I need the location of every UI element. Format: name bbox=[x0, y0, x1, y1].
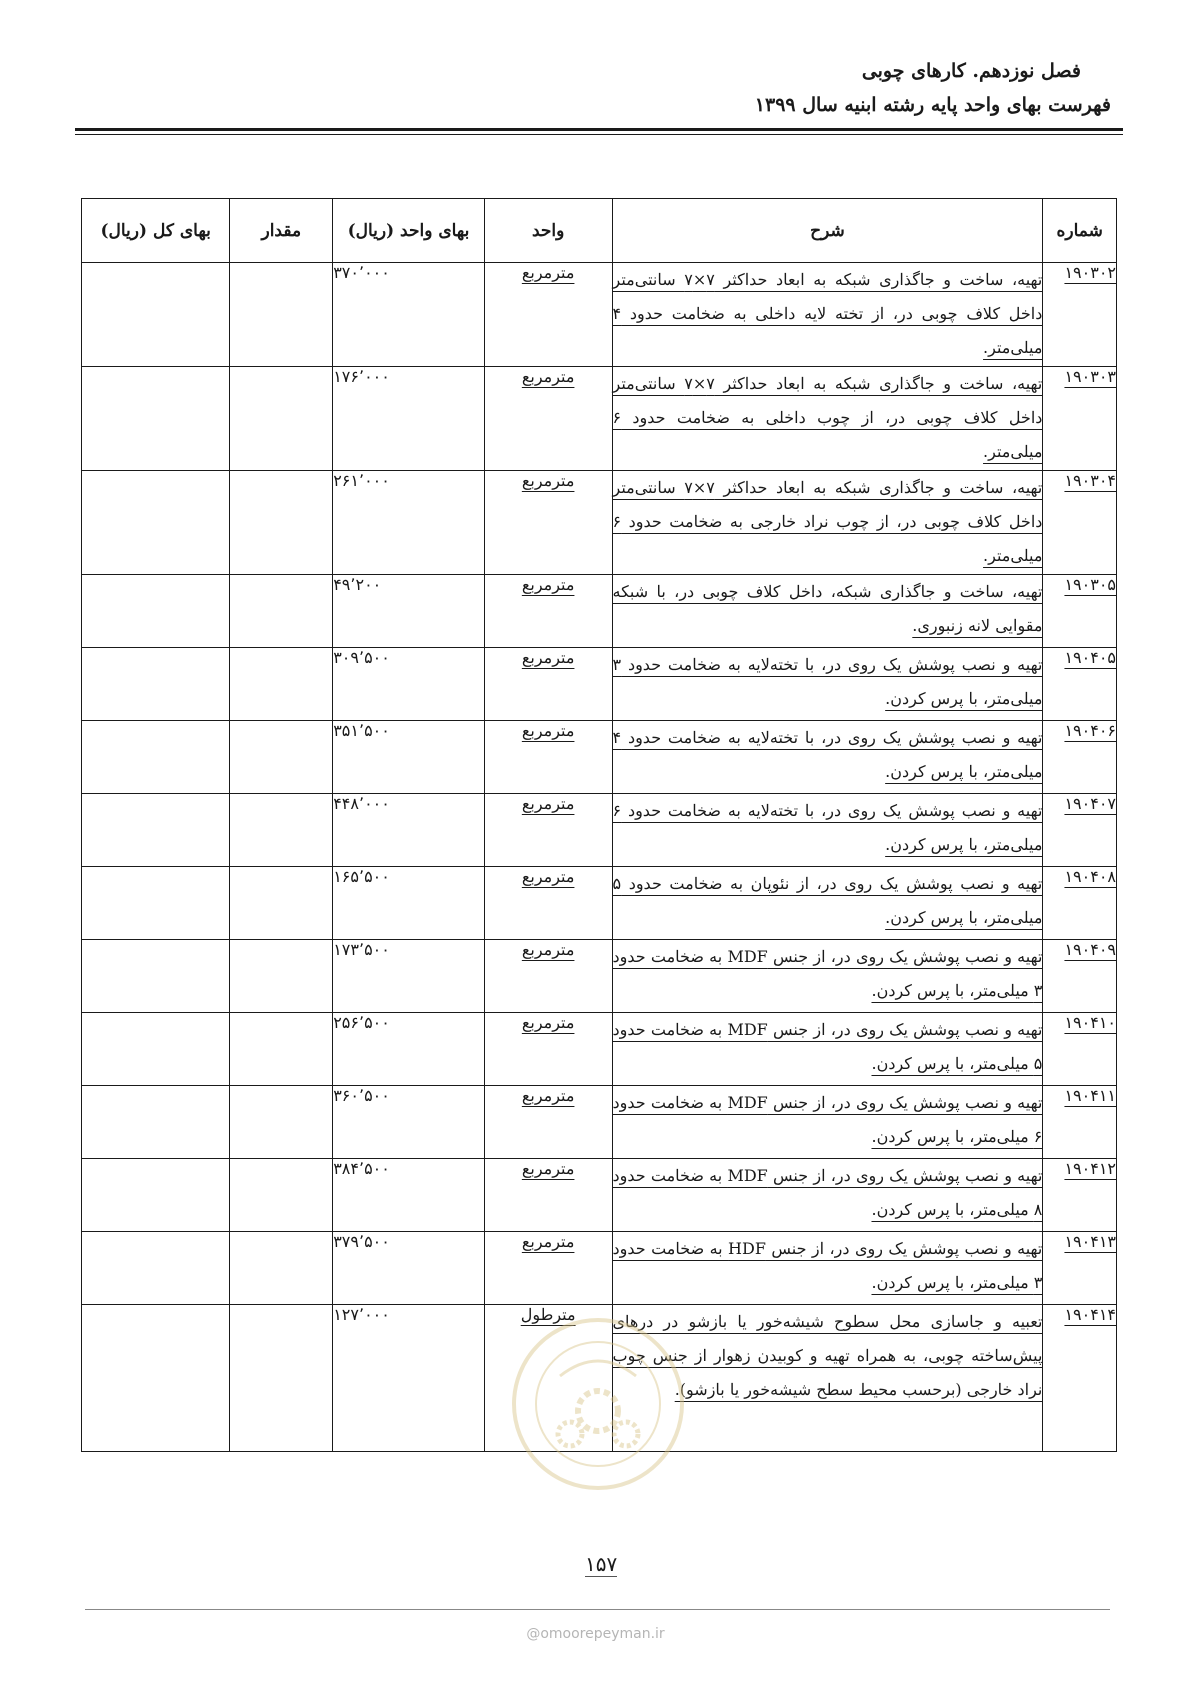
table-row bbox=[82, 648, 1117, 721]
table-row bbox=[82, 471, 1117, 575]
unit-price-cell: ۲۵۶٬۵۰۰ bbox=[333, 1013, 485, 1086]
total-price-cell bbox=[82, 721, 230, 794]
page-number: ۱۵۷ bbox=[585, 1552, 618, 1576]
item-number-cell: ۱۹۰۴۱۱ bbox=[1043, 1086, 1117, 1159]
total-price-cell bbox=[82, 794, 230, 867]
item-number-cell: ۱۹۰۴۰۶ bbox=[1043, 721, 1117, 794]
description-cell: تهیه و نصب پوشش یک روی در، از جنس MDF به ضخامت حدود ۳ میلی‌متر، با پرس کردن. bbox=[612, 940, 1043, 1013]
table-row bbox=[82, 1159, 1117, 1232]
total-price-cell bbox=[82, 367, 230, 471]
unit-cell: مترمربع bbox=[484, 471, 612, 575]
description-cell: تهیه و نصب پوشش یک روی در، از جنس HDF به ضخامت حدود ۳ میلی‌متر، با پرس کردن. bbox=[612, 1232, 1043, 1305]
quantity-cell bbox=[230, 1086, 333, 1159]
footer-rule bbox=[85, 1609, 1110, 1610]
chapter-title: فصل نوزدهم. کارهای چوبی bbox=[861, 60, 1081, 82]
item-number-cell: ۱۹۰۴۰۹ bbox=[1043, 940, 1117, 1013]
unit-cell: مترمربع bbox=[484, 1232, 612, 1305]
column-header-description: شرح bbox=[612, 199, 1043, 263]
quantity-cell bbox=[230, 1013, 333, 1086]
unit-price-cell: ۱۷۳٬۵۰۰ bbox=[333, 940, 485, 1013]
unit-price-cell: ۳۶۰٬۵۰۰ bbox=[333, 1086, 485, 1159]
total-price-cell bbox=[82, 1159, 230, 1232]
header-rule bbox=[75, 128, 1123, 131]
unit-cell: مترمربع bbox=[484, 867, 612, 940]
total-price-cell bbox=[82, 575, 230, 648]
quantity-cell bbox=[230, 867, 333, 940]
table-row bbox=[82, 794, 1117, 867]
unit-cell: مترمربع bbox=[484, 575, 612, 648]
table-row bbox=[82, 263, 1117, 367]
unit-price-cell: ۳۷۰٬۰۰۰ bbox=[333, 263, 485, 367]
column-header-total-price: بهای کل (ریال) bbox=[82, 199, 230, 263]
unit-cell: مترمربع bbox=[484, 1013, 612, 1086]
description-cell: تهیه و نصب پوشش یک روی در، با تخته‌لایه به ضخامت حدود ۴ میلی‌متر، با پرس کردن. bbox=[612, 721, 1043, 794]
seal-watermark bbox=[510, 1316, 686, 1492]
table-row bbox=[82, 1086, 1117, 1159]
quantity-cell bbox=[230, 1159, 333, 1232]
item-number-cell: ۱۹۰۳۰۳ bbox=[1043, 367, 1117, 471]
item-number-cell: ۱۹۰۴۰۸ bbox=[1043, 867, 1117, 940]
quantity-cell bbox=[230, 367, 333, 471]
total-price-cell bbox=[82, 648, 230, 721]
column-header-unit: واحد bbox=[484, 199, 612, 263]
unit-cell: مترمربع bbox=[484, 940, 612, 1013]
total-price-cell bbox=[82, 1232, 230, 1305]
total-price-cell bbox=[82, 940, 230, 1013]
unit-price-cell: ۳۸۴٬۵۰۰ bbox=[333, 1159, 485, 1232]
unit-cell: مترمربع bbox=[484, 1086, 612, 1159]
description-cell: تهیه و نصب پوشش یک روی در، از جنس MDF به ضخامت حدود ۸ میلی‌متر، با پرس کردن. bbox=[612, 1159, 1043, 1232]
table-row bbox=[82, 1232, 1117, 1305]
table-row bbox=[82, 867, 1117, 940]
unit-price-cell: ۳۵۱٬۵۰۰ bbox=[333, 721, 485, 794]
item-number-cell: ۱۹۰۴۰۷ bbox=[1043, 794, 1117, 867]
column-header-number: شماره bbox=[1043, 199, 1117, 263]
total-price-cell bbox=[82, 1305, 230, 1452]
price-table bbox=[81, 198, 1117, 1452]
website-watermark: @omoorepeyman.ir bbox=[526, 1626, 665, 1642]
unit-price-cell: ۴۴۸٬۰۰۰ bbox=[333, 794, 485, 867]
unit-cell: مترمربع bbox=[484, 367, 612, 471]
quantity-cell bbox=[230, 263, 333, 367]
item-number-cell: ۱۹۰۴۰۵ bbox=[1043, 648, 1117, 721]
quantity-cell bbox=[230, 794, 333, 867]
unit-cell: مترمربع bbox=[484, 794, 612, 867]
quantity-cell bbox=[230, 575, 333, 648]
header-rule-thin bbox=[75, 134, 1123, 135]
column-header-quantity: مقدار bbox=[230, 199, 333, 263]
price-list-title: فهرست بهای واحد پایه رشته ابنیه سال ۱۳۹۹ bbox=[754, 94, 1111, 116]
description-cell: تهیه و نصب پوشش یک روی در، از جنس MDF به ضخامت حدود ۵ میلی‌متر، با پرس کردن. bbox=[612, 1013, 1043, 1086]
table-header-row bbox=[82, 199, 1117, 263]
description-cell: تهیه و نصب پوشش یک روی در، از جنس MDF به ضخامت حدود ۶ میلی‌متر، با پرس کردن. bbox=[612, 1086, 1043, 1159]
item-number-cell: ۱۹۰۳۰۲ bbox=[1043, 263, 1117, 367]
unit-price-cell: ۳۰۹٬۵۰۰ bbox=[333, 648, 485, 721]
table-row bbox=[82, 575, 1117, 648]
unit-price-cell: ۳۷۹٬۵۰۰ bbox=[333, 1232, 485, 1305]
quantity-cell bbox=[230, 471, 333, 575]
description-cell: تهیه، ساخت و جاگذاری شبکه به ابعاد حداکثر ۷×۷ سانتی‌متر داخل کلاف چوبی در، از چوب نراد خارجی به ضخامت حدود ۶ میلی‌متر. bbox=[612, 471, 1043, 575]
table-row bbox=[82, 1013, 1117, 1086]
unit-price-cell: ۲۶۱٬۰۰۰ bbox=[333, 471, 485, 575]
total-price-cell bbox=[82, 263, 230, 367]
total-price-cell bbox=[82, 1013, 230, 1086]
quantity-cell bbox=[230, 1305, 333, 1452]
description-cell: تهیه و نصب پوشش یک روی در، با تخته‌لایه به ضخامت حدود ۳ میلی‌متر، با پرس کردن. bbox=[612, 648, 1043, 721]
unit-price-cell: ۱۷۶٬۰۰۰ bbox=[333, 367, 485, 471]
item-number-cell: ۱۹۰۴۱۴ bbox=[1043, 1305, 1117, 1452]
description-cell: تهیه، ساخت و جاگذاری شبکه، داخل کلاف چوبی در، با شبکه مقوایی لانه زنبوری. bbox=[612, 575, 1043, 648]
column-header-unit-price: بهای واحد (ریال) bbox=[333, 199, 485, 263]
description-cell: تهیه و نصب پوشش یک روی در، از نئوپان به ضخامت حدود ۵ میلی‌متر، با پرس کردن. bbox=[612, 867, 1043, 940]
quantity-cell bbox=[230, 1232, 333, 1305]
unit-cell: مترمربع bbox=[484, 1159, 612, 1232]
description-cell: تهیه و نصب پوشش یک روی در، با تخته‌لایه به ضخامت حدود ۶ میلی‌متر، با پرس کردن. bbox=[612, 794, 1043, 867]
table-row bbox=[82, 940, 1117, 1013]
unit-price-cell: ۱۶۵٬۵۰۰ bbox=[333, 867, 485, 940]
table-body bbox=[82, 263, 1117, 1452]
unit-cell: مترطول bbox=[484, 1305, 612, 1452]
unit-price-cell: ۱۲۷٬۰۰۰ bbox=[333, 1305, 485, 1452]
quantity-cell bbox=[230, 648, 333, 721]
item-number-cell: ۱۹۰۳۰۴ bbox=[1043, 471, 1117, 575]
quantity-cell bbox=[230, 721, 333, 794]
unit-price-cell: ۴۹٬۲۰۰ bbox=[333, 575, 485, 648]
description-cell: تعبیه و جاسازی محل سطوح شیشه‌خور یا بازشو در درهای پیش‌ساخته چوبی، به همراه تهیه و کوبیدن زهوار از جنس چوب نراد خارجی (برحسب محیط سطح شیشه‌خور یا بازشو). bbox=[612, 1305, 1043, 1452]
description-cell: تهیه، ساخت و جاگذاری شبکه به ابعاد حداکثر ۷×۷ سانتی‌متر داخل کلاف چوبی در، از چوب داخلی به ضخامت حدود ۶ میلی‌متر. bbox=[612, 367, 1043, 471]
item-number-cell: ۱۹۰۴۱۲ bbox=[1043, 1159, 1117, 1232]
item-number-cell: ۱۹۰۴۱۰ bbox=[1043, 1013, 1117, 1086]
unit-cell: مترمربع bbox=[484, 721, 612, 794]
description-cell: تهیه، ساخت و جاگذاری شبکه به ابعاد حداکثر ۷×۷ سانتی‌متر داخل کلاف چوبی در، از تخته لایه داخلی به ضخامت حدود ۴ میلی‌متر. bbox=[612, 263, 1043, 367]
table-row bbox=[82, 367, 1117, 471]
table-row bbox=[82, 721, 1117, 794]
unit-cell: مترمربع bbox=[484, 263, 612, 367]
unit-cell: مترمربع bbox=[484, 648, 612, 721]
total-price-cell bbox=[82, 471, 230, 575]
item-number-cell: ۱۹۰۴۱۳ bbox=[1043, 1232, 1117, 1305]
item-number-cell: ۱۹۰۳۰۵ bbox=[1043, 575, 1117, 648]
quantity-cell bbox=[230, 940, 333, 1013]
total-price-cell bbox=[82, 1086, 230, 1159]
total-price-cell bbox=[82, 867, 230, 940]
